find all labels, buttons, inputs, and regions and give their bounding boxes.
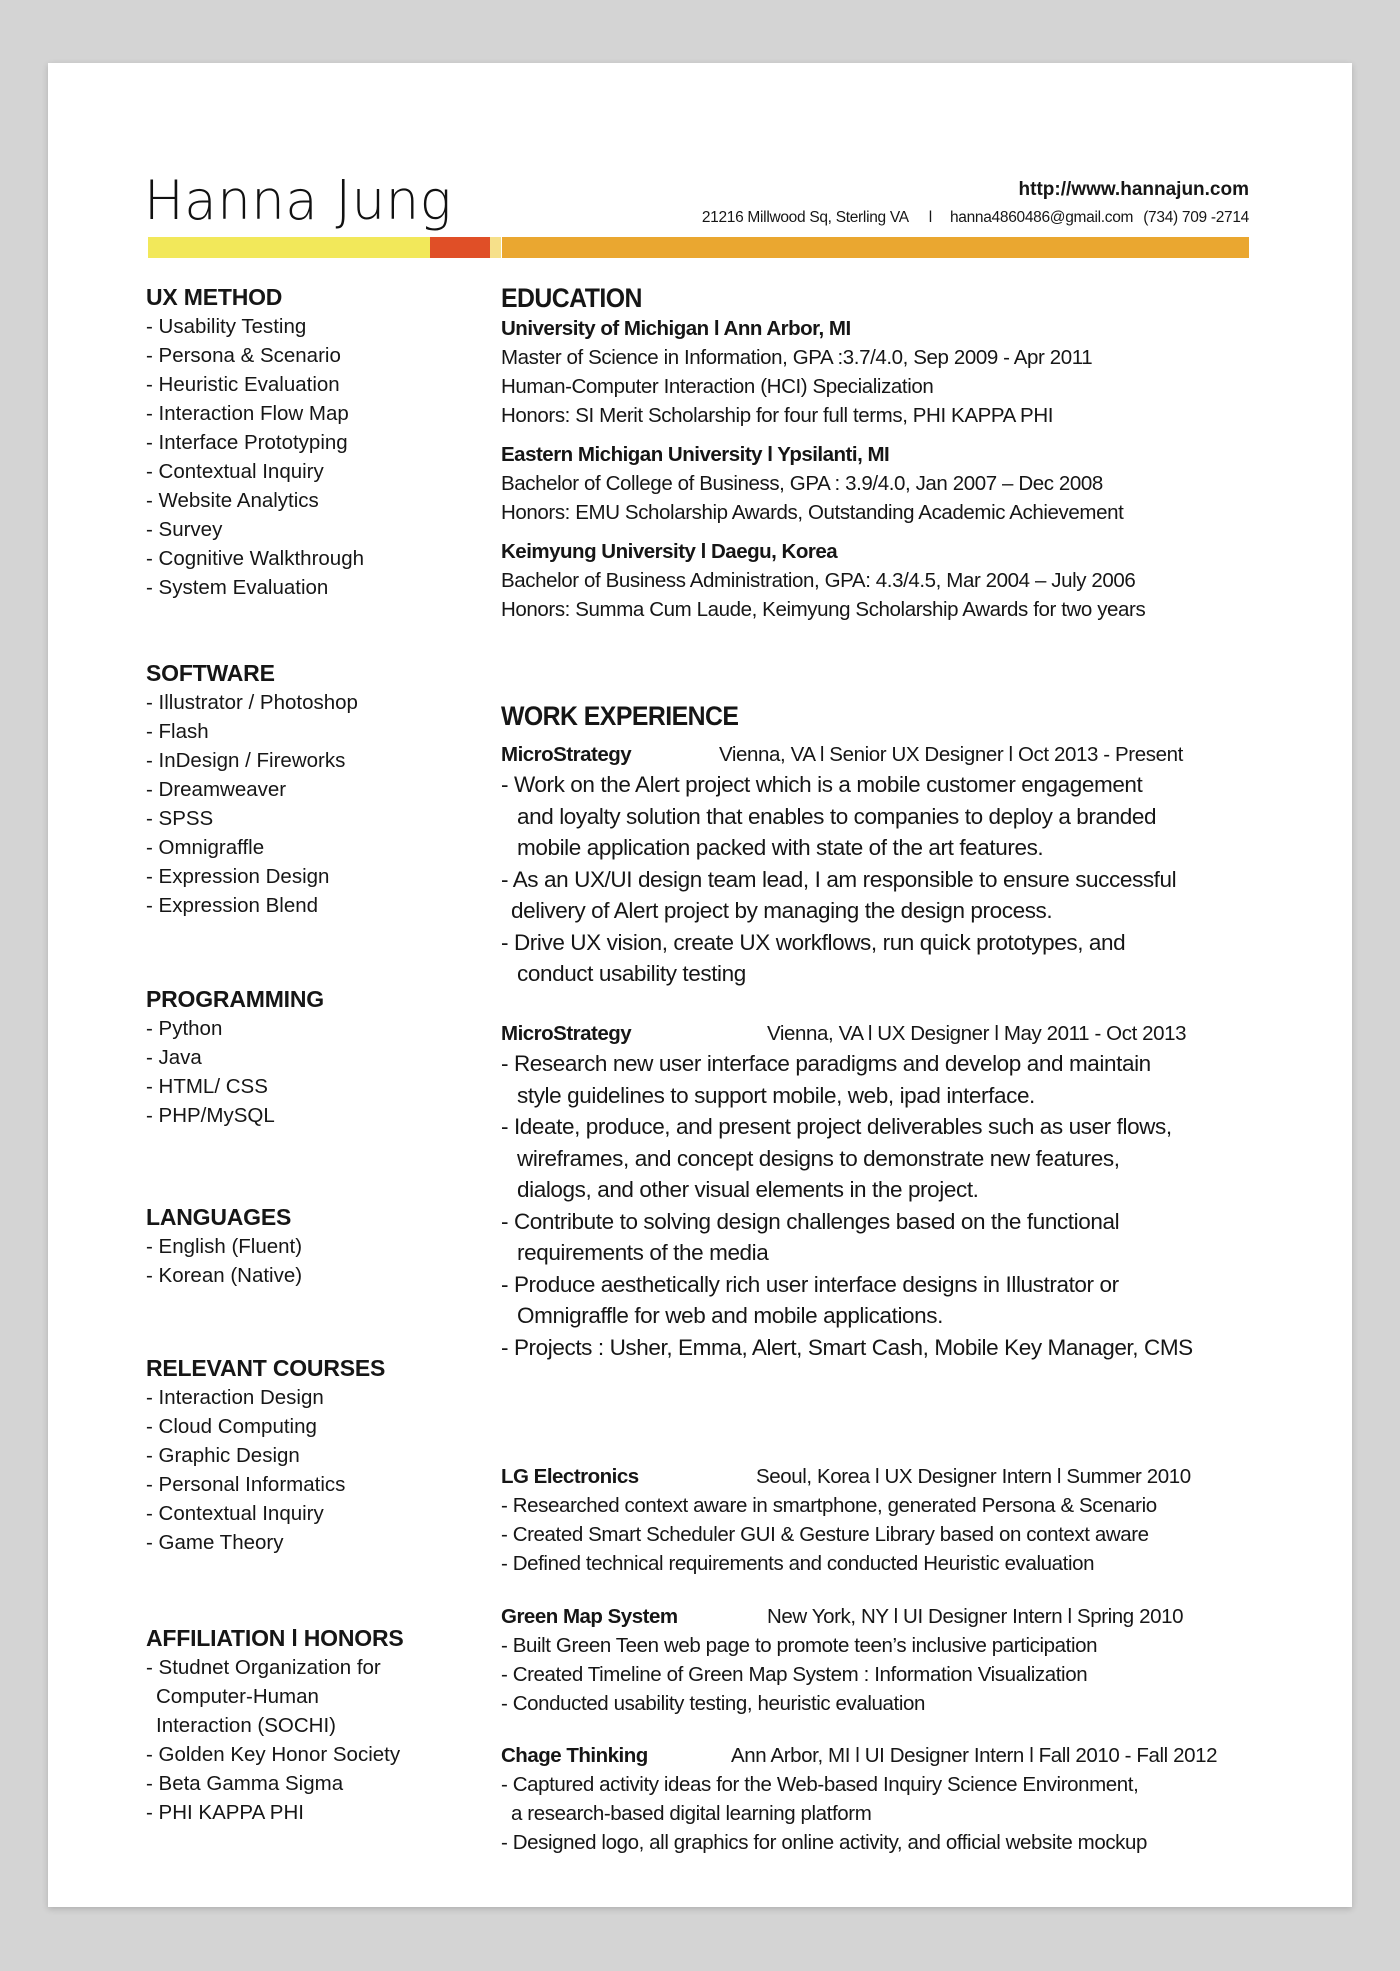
job-bullet: - Work on the Alert project which is a mobile customer engagement	[501, 772, 1143, 797]
job-bullet: - Drive UX vision, create UX workflows, run quick prototypes, and	[501, 929, 1126, 955]
job-bullet: - Designed logo, all graphics for online activity, and official website mockup	[501, 1831, 1148, 1854]
list-item: - Personal Informatics	[146, 1473, 346, 1496]
company-name: LG Electronics	[501, 1465, 639, 1488]
address: 21216 Millwood Sq, Sterling VA	[701, 209, 909, 226]
education-entry	[501, 314, 1092, 430]
job-bullet-continuation: Omnigraffle for web and mobile applications.	[517, 1303, 943, 1328]
job-bullet: - Projects : Usher, Emma, Alert, Smart Cash, Mobile Key Manager, CMS	[501, 1334, 1193, 1360]
education-line: Honors: Summa Cum Laude, Keimyung Scholarship Awards for two years	[501, 598, 1146, 621]
list-item: - HTML/ CSS	[146, 1075, 268, 1098]
job-entry	[501, 1019, 1321, 1363]
education-line: Honors: SI Merit Scholarship for four full terms, PHI KAPPA PHI	[501, 404, 1054, 427]
education-entry	[501, 440, 1123, 527]
job-meta: Vienna, VA l Senior UX Designer l Oct 2013 - Present	[719, 743, 1183, 766]
section-software	[146, 659, 358, 920]
job-meta: Ann Arbor, MI l UI Designer Intern l Fall 2010 - Fall 2012	[731, 1744, 1218, 1767]
list-item-continuation: Computer-Human	[156, 1685, 319, 1708]
education-title: EDUCATION	[501, 283, 642, 313]
candidate-name: Hanna Jung	[144, 169, 452, 232]
list-item: - Expression Design	[146, 865, 330, 888]
work-experience-title: WORK EXPERIENCE	[501, 701, 739, 731]
color-bar-red	[430, 237, 490, 258]
company-name: Chage Thinking	[501, 1744, 648, 1767]
list-item-continuation: Interaction (SOCHI)	[156, 1714, 336, 1737]
company-name: MicroStrategy	[501, 743, 632, 766]
list-item: - Korean (Native)	[146, 1264, 303, 1287]
job-bullet: - Ideate, produce, and present project deliverables such as user flows,	[501, 1114, 1172, 1139]
list-item: - Contextual Inquiry	[146, 460, 324, 483]
color-bar-pale	[490, 237, 501, 258]
list-item: - Java	[146, 1046, 202, 1069]
list-item: - Illustrator / Photoshop	[146, 691, 358, 714]
job-bullet: - Produce aesthetically rich user interface designs in Illustrator or	[501, 1271, 1119, 1297]
list-item: - PHI KAPPA PHI	[146, 1801, 304, 1824]
section-title: AFFILIATION l HONORS	[146, 1625, 404, 1651]
job-bullet: - Conducted usability testing, heuristic evaluation	[501, 1692, 926, 1715]
list-item: - Contextual Inquiry	[146, 1502, 324, 1525]
section-title: PROGRAMMING	[146, 986, 324, 1012]
job-bullet-continuation: a research-based digital learning platform	[511, 1802, 872, 1825]
list-item: - Persona & Scenario	[146, 344, 341, 367]
job-meta: New York, NY l UI Designer Intern l Spring 2010	[767, 1605, 1184, 1628]
job-bullet: - Created Timeline of Green Map System : Information Visualization	[501, 1663, 1088, 1686]
education-line: Bachelor of College of Business, GPA : 3.9/4.0, Jan 2007 – Dec 2008	[501, 472, 1103, 495]
list-item: - Golden Key Honor Society	[146, 1743, 401, 1766]
section-title: UX METHOD	[146, 284, 283, 310]
list-item: - Omnigraffle	[146, 836, 265, 859]
job-bullet-continuation: dialogs, and other visual elements in the project.	[517, 1177, 979, 1202]
job-bullet: - As an UX/UI design team lead, I am responsible to ensure successful	[501, 866, 1177, 892]
education-entry	[501, 537, 1145, 624]
contact-line	[702, 209, 1249, 227]
company-name: Green Map System	[501, 1605, 678, 1628]
education-line: Honors: EMU Scholarship Awards, Outstanding Academic Achievement	[501, 501, 1124, 524]
list-item: - Interaction Design	[146, 1386, 324, 1409]
job-bullet: - Created Smart Scheduler GUI & Gesture Library based on context aware	[501, 1523, 1149, 1546]
job-meta: Vienna, VA l UX Designer l May 2011 - Oct 2013	[767, 1022, 1187, 1045]
job-bullet: - Research new user interface paradigms and develop and maintain	[501, 1051, 1151, 1076]
education-line: Master of Science in Information, GPA :3.7/4.0, Sep 2009 - Apr 2011	[501, 346, 1093, 369]
job-bullet-continuation: and loyalty solution that enables to companies to deploy a branded	[517, 803, 1157, 829]
job-bullet-continuation: mobile application packed with state of the art features.	[517, 835, 1044, 860]
list-item: - Interface Prototyping	[146, 431, 348, 454]
section-ux-method	[146, 283, 364, 602]
job-bullet: - Built Green Teen web page to promote teen’s inclusive participation	[501, 1634, 1098, 1657]
school-name: University of Michigan l Ann Arbor, MI	[501, 317, 851, 340]
list-item: - Dreamweaver	[146, 778, 287, 801]
color-bar-yellow	[148, 237, 430, 258]
list-item: - Heuristic Evaluation	[146, 373, 340, 396]
education-line: Human-Computer Interaction (HCI) Specialization	[501, 375, 934, 398]
list-item: - Website Analytics	[146, 489, 319, 512]
job-bullet-continuation: wireframes, and concept designs to demonstrate new features,	[517, 1145, 1120, 1171]
job-bullet: - Contribute to solving design challenges based on the functional	[501, 1208, 1120, 1234]
website-link[interactable]: http://www.hannajun.com	[1018, 179, 1249, 200]
job-bullet: - Researched context aware in smartphone, generated Persona & Scenario	[501, 1494, 1157, 1517]
job-bullet: - Defined technical requirements and conducted Heuristic evaluation	[501, 1552, 1095, 1575]
separator: l	[928, 209, 932, 226]
list-item: - Usability Testing	[146, 315, 307, 338]
list-item: - Cloud Computing	[146, 1415, 317, 1438]
list-item: - Beta Gamma Sigma	[146, 1772, 344, 1795]
section-title: RELEVANT COURSES	[146, 1355, 386, 1381]
company-name: MicroStrategy	[501, 1022, 632, 1045]
section-programming	[146, 985, 324, 1130]
list-item: - Graphic Design	[146, 1444, 300, 1467]
job-bullet: - Captured activity ideas for the Web-based Inquiry Science Environment,	[501, 1773, 1139, 1796]
section-relevant-courses	[146, 1354, 385, 1557]
job-meta: Seoul, Korea l UX Designer Intern l Summer 2010	[756, 1465, 1191, 1488]
school-name: Keimyung University l Daegu, Korea	[501, 540, 838, 563]
list-item: - Expression Blend	[146, 894, 319, 917]
job-bullet-continuation: style guidelines to support mobile, web, ipad interface.	[517, 1082, 1035, 1108]
list-item: - Python	[146, 1017, 223, 1040]
job-entry	[501, 740, 1321, 990]
list-item: - Flash	[146, 720, 209, 743]
list-item: - PHP/MySQL	[146, 1104, 275, 1127]
section-affiliation-honors	[146, 1624, 404, 1827]
job-bullet-continuation: conduct usability testing	[517, 961, 746, 986]
resume-page	[48, 63, 1352, 1907]
list-item: - English (Fluent)	[146, 1235, 303, 1258]
job-entry	[501, 1602, 1321, 1718]
email-link[interactable]: hanna4860486@gmail.com	[949, 209, 1134, 226]
list-item: - Cognitive Walkthrough	[146, 547, 365, 570]
section-title: LANGUAGES	[146, 1204, 292, 1230]
list-item: - SPSS	[146, 807, 214, 830]
job-bullet-continuation: delivery of Alert project by managing the design process.	[511, 898, 1053, 923]
school-name: Eastern Michigan University l Ypsilanti, MI	[501, 443, 890, 466]
section-languages	[146, 1203, 302, 1290]
color-bar-orange	[502, 237, 1249, 258]
list-item: - Survey	[146, 518, 223, 541]
education-line: Bachelor of Business Administration, GPA: 4.3/4.5, Mar 2004 – July 2006	[501, 569, 1136, 592]
job-entry	[501, 1462, 1321, 1578]
job-entry	[501, 1741, 1321, 1857]
list-item: - Game Theory	[146, 1531, 284, 1554]
list-item: - Interaction Flow Map	[146, 402, 349, 425]
section-title: SOFTWARE	[146, 660, 275, 686]
phone-number: (734) 709 -2714	[1143, 209, 1249, 226]
list-item: - System Evaluation	[146, 576, 329, 599]
list-item: - Studnet Organization for	[146, 1656, 381, 1679]
list-item: - InDesign / Fireworks	[146, 749, 346, 772]
job-bullet-continuation: requirements of the media	[517, 1240, 769, 1265]
